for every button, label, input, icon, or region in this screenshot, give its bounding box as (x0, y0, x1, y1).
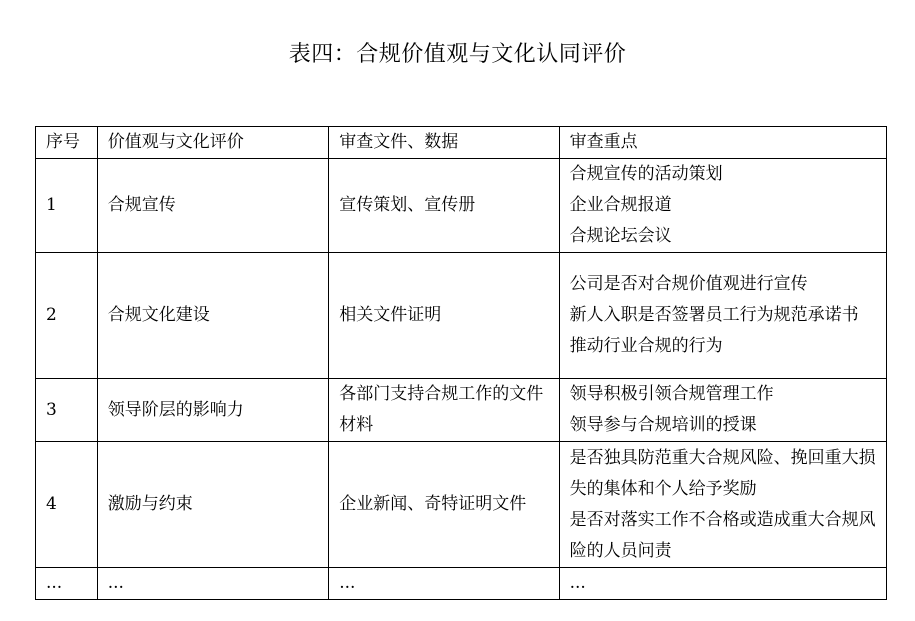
row-key-points (559, 442, 886, 568)
key-point-item: 企业合规报道 (569, 195, 672, 215)
document-item: ... (339, 573, 356, 593)
evaluation-table (35, 126, 887, 600)
key-point-item: 合规论坛会议 (569, 226, 672, 246)
row-evaluation: ... (97, 568, 328, 600)
row-evaluation: 领导阶层的影响力 (97, 379, 328, 442)
document-item: 相关文件证明 (339, 305, 442, 325)
header-no: 序号 (36, 127, 98, 159)
table-row (36, 159, 887, 253)
row-documents (329, 379, 559, 442)
table-row (36, 442, 887, 568)
row-evaluation: 激励与约束 (97, 442, 328, 568)
document-item: 企业新闻、奇特证明文件 (339, 494, 527, 514)
key-point-item: 新人入职是否签署员工行为规范承诺书 (569, 305, 859, 325)
key-point-item: 是否对落实工作不合格或造成重大合规风险的人员问责 (569, 509, 876, 561)
header-documents: 审查文件、数据 (329, 127, 559, 159)
row-no: 2 (36, 253, 98, 379)
row-key-points (559, 568, 886, 600)
key-point-item: 推动行业合规的行为 (569, 336, 723, 356)
key-point-item: 公司是否对合规价值观进行宣传 (569, 274, 808, 294)
row-key-points (559, 159, 886, 253)
row-evaluation: 合规宣传 (97, 159, 328, 253)
table-header-row (36, 127, 887, 159)
document-item: 各部门支持合规工作的文件材料 (339, 384, 544, 435)
table-row (36, 253, 887, 379)
row-documents (329, 568, 559, 600)
row-evaluation: 合规文化建设 (97, 253, 328, 379)
row-key-points (559, 379, 886, 442)
document-item: 宣传策划、宣传册 (339, 195, 476, 215)
row-documents (329, 253, 559, 379)
row-documents (329, 159, 559, 253)
row-documents (329, 442, 559, 568)
row-no: ... (36, 568, 98, 600)
key-point-item: 是否独具防范重大合规风险、挽回重大损失的集体和个人给予奖励 (569, 447, 876, 499)
header-evaluation: 价值观与文化评价 (97, 127, 328, 159)
key-point-item: 合规宣传的活动策划 (569, 164, 723, 184)
key-point-item: ... (569, 573, 586, 593)
header-key-points: 审查重点 (559, 127, 886, 159)
page-title: 表四：合规价值观与文化认同评价 (288, 42, 627, 67)
row-key-points (559, 253, 886, 379)
table-row (36, 379, 887, 442)
row-no: 4 (36, 442, 98, 568)
row-no: 1 (36, 159, 98, 253)
table-row (36, 568, 887, 600)
key-point-item: 领导参与合规培训的授课 (569, 415, 757, 435)
key-point-item: 领导积极引领合规管理工作 (569, 384, 774, 404)
row-no: 3 (36, 379, 98, 442)
